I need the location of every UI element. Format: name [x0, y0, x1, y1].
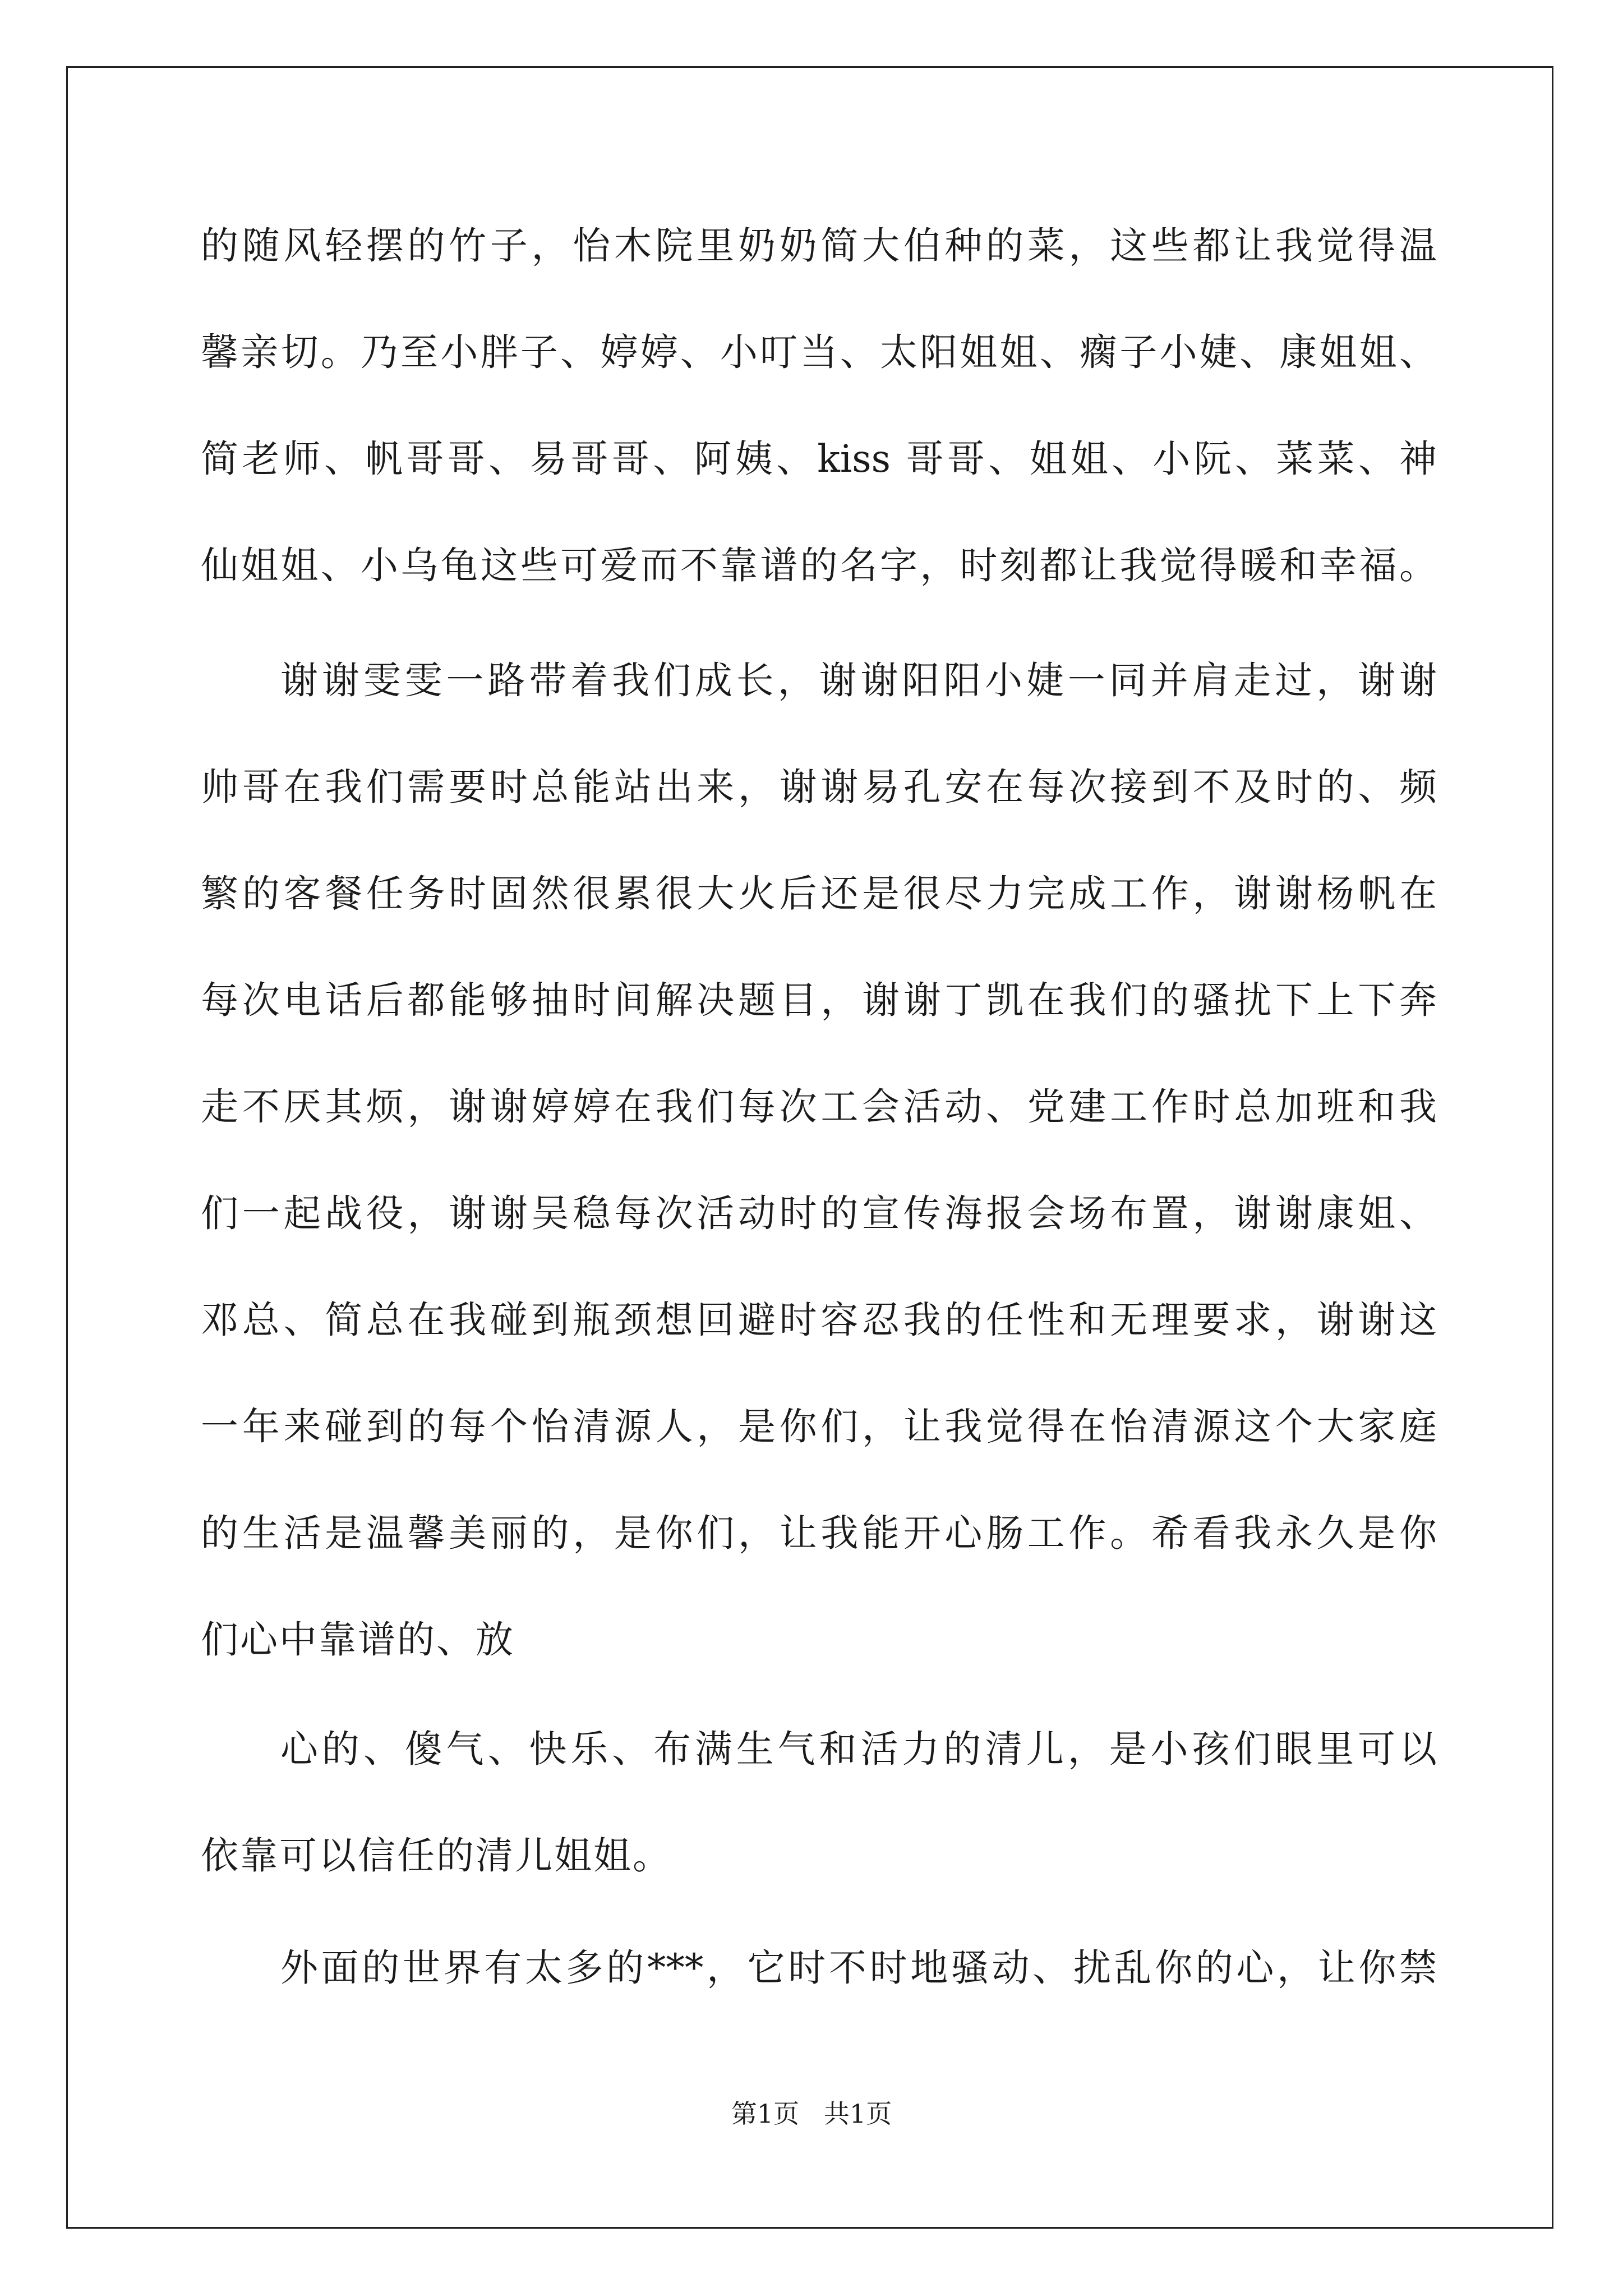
- text-line: 一年来碰到的每个怡清源人，是你们，让我觉得在怡清源这个大家庭: [201, 1405, 1437, 1448]
- text-line: 们一起战役，谢谢吴稳每次活动时的宣传海报会场布置，谢谢康姐、: [201, 1191, 1437, 1235]
- text-line: 心的、傻气、快乐、布满生气和活力的清儿，是小孩们眼里可以: [280, 1727, 1437, 1771]
- page-border: [66, 66, 1553, 2229]
- page-footer: 第1页 共1页: [731, 2099, 892, 2129]
- text-line: 简老师、帆哥哥、易哥哥、阿姨、kiss 哥哥、姐姐、小阮、菜菜、神: [201, 437, 1437, 481]
- text-line: 们心中靠谱的、放: [201, 1618, 515, 1662]
- text-line: 邓总、简总在我碰到瓶颈想回避时容忍我的任性和无理要求，谢谢这: [201, 1298, 1437, 1342]
- text-line: 外面的世界有太多的***，它时不时地骚动、扰乱你的心，让你禁: [280, 1946, 1437, 1990]
- text-line: 依靠可以信任的清儿姐姐。: [201, 1834, 672, 1878]
- text-line: 每次电话后都能够抽时间解决题目，谢谢丁凯在我们的骚扰下上下奔: [201, 978, 1437, 1022]
- text-line: 的生活是温馨美丽的，是你们，让我能开心肠工作。希看我永久是你: [201, 1511, 1437, 1555]
- text-line: 的随风轻摆的竹子，怡木院里奶奶简大伯种的菜，这些都让我觉得温: [201, 224, 1437, 268]
- text-line: 繁的客餐任务时固然很累很大火后还是很尽力完成工作，谢谢杨帆在: [201, 872, 1437, 915]
- text-line: 仙姐姐、小乌龟这些可爱而不靠谱的名字，时刻都让我觉得暖和幸福。: [201, 544, 1437, 587]
- text-line: 馨亲切。乃至小胖子、婷婷、小叮当、太阳姐姐、瘸子小婕、康姐姐、: [201, 330, 1437, 374]
- text-line: 谢谢雯雯一路带着我们成长，谢谢阳阳小婕一同并肩走过，谢谢: [280, 659, 1437, 702]
- text-line: 帅哥在我们需要时总能站出来，谢谢易孔安在每次接到不及时的、频: [201, 765, 1437, 809]
- text-line: 走不厌其烦，谢谢婷婷在我们每次工会活动、党建工作时总加班和我: [201, 1085, 1437, 1129]
